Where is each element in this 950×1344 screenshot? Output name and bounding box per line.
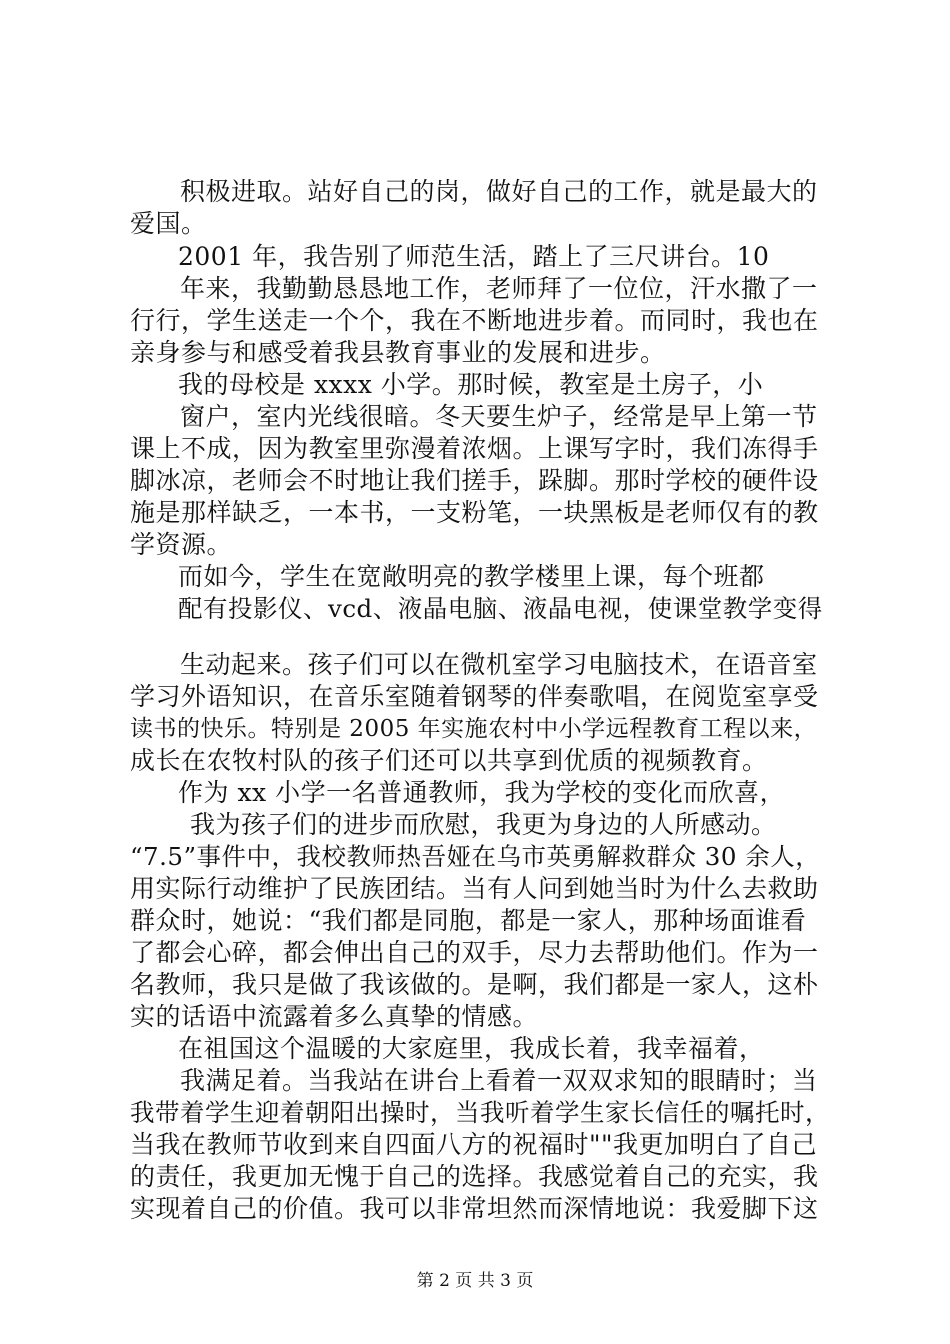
text-line: 读书的快乐。特别是 2005 年实施农村中小学远程教育工程以来， [130, 716, 818, 742]
text-line: 积极进取。站好自己的岗，做好自己的工作，就是最大的 [180, 177, 818, 206]
text-line: 学资源。 [130, 530, 233, 559]
text-line: 用实际行动维护了民族团结。当有人问到她当时为什么去救助 [130, 874, 819, 903]
text-line: 我带着学生迎着朝阳出操时，当我听着学生家长信任的嘱托时， [130, 1098, 830, 1127]
text-line: 年来，我勤勤恳恳地工作，老师拜了一位位，汗水撒了一 [180, 274, 818, 303]
text-line: 实的话语中流露着多么真挚的情感。 [130, 1002, 539, 1031]
text-line: 了都会心碎，都会伸出自己的双手，尽力去帮助他们。作为一 [130, 938, 819, 967]
text-line: 而如今，学生在宽敞明亮的教学楼里上课，每个班都 [178, 562, 765, 591]
text-line: 课上不成，因为教室里弥漫着浓烟。上课写字时，我们冻得手 [130, 434, 819, 463]
text-line: 名教师，我只是做了我该做的。是啊，我们都是一家人，这朴 [130, 970, 819, 999]
text-line: 作为 xx 小学一名普通教师，我为学校的变化而欣喜， [178, 778, 786, 807]
text-line: 我为孩子们的进步而欣慰，我更为身边的人所感动。 [190, 810, 777, 839]
text-line: 行行，学生送走一个个，我在不断地进步着。而同时，我也在 [130, 306, 819, 335]
text-line: 2001 年，我告别了师范生活，踏上了三尺讲台。10 [178, 242, 770, 271]
text-line: 当我在教师节收到来自四面八方的祝福时""我更加明白了自己 [130, 1130, 818, 1159]
text-line: 脚冰凉，老师会不时地让我们搓手，跺脚。那时学校的硬件设 [130, 466, 819, 495]
text-line: 学习外语知识，在音乐室随着钢琴的伴奏歌唱，在阅览室享受 [130, 682, 819, 711]
text-line: 生动起来。孩子们可以在微机室学习电脑技术，在语音室 [180, 650, 818, 679]
text-line: 窗户，室内光线很暗。冬天要生炉子，经常是早上第一节 [180, 402, 818, 431]
text-line: “7.5”事件中，我校教师热吾娅在乌市英勇解救群众 30 余人， [130, 842, 821, 871]
text-line: 的责任，我更加无愧于自己的选择。我感觉着自己的充实，我 [130, 1162, 819, 1191]
text-line: 爱国。 [130, 209, 207, 238]
text-line: 亲身参与和感受着我县教育事业的发展和进步。 [130, 338, 666, 367]
text-line: 我的母校是 xxxx 小学。那时候，教室是土房子，小 [178, 370, 764, 399]
text-line: 群众时，她说：“我们都是同胞，都是一家人，那种场面谁看 [130, 906, 807, 935]
page-footer: 第 2 页 共 3 页 [416, 1271, 534, 1291]
text-line: 施是那样缺乏，一本书，一支粉笔，一块黑板是老师仅有的教 [130, 498, 819, 527]
text-line: 成长在农牧村队的孩子们还可以共享到优质的视频教育。 [130, 746, 768, 775]
text-line: 我满足着。当我站在讲台上看着一双双求知的眼睛时；当 [180, 1066, 818, 1095]
text-line: 在祖国这个温暖的大家庭里，我成长着，我幸福着， [178, 1034, 765, 1063]
text-line: 实现着自己的价值。我可以非常坦然而深情地说：我爱脚下这 [130, 1194, 819, 1223]
text-line: 配有投影仪、vcd、液晶电脑、液晶电视，使课堂教学变得 [178, 594, 823, 623]
